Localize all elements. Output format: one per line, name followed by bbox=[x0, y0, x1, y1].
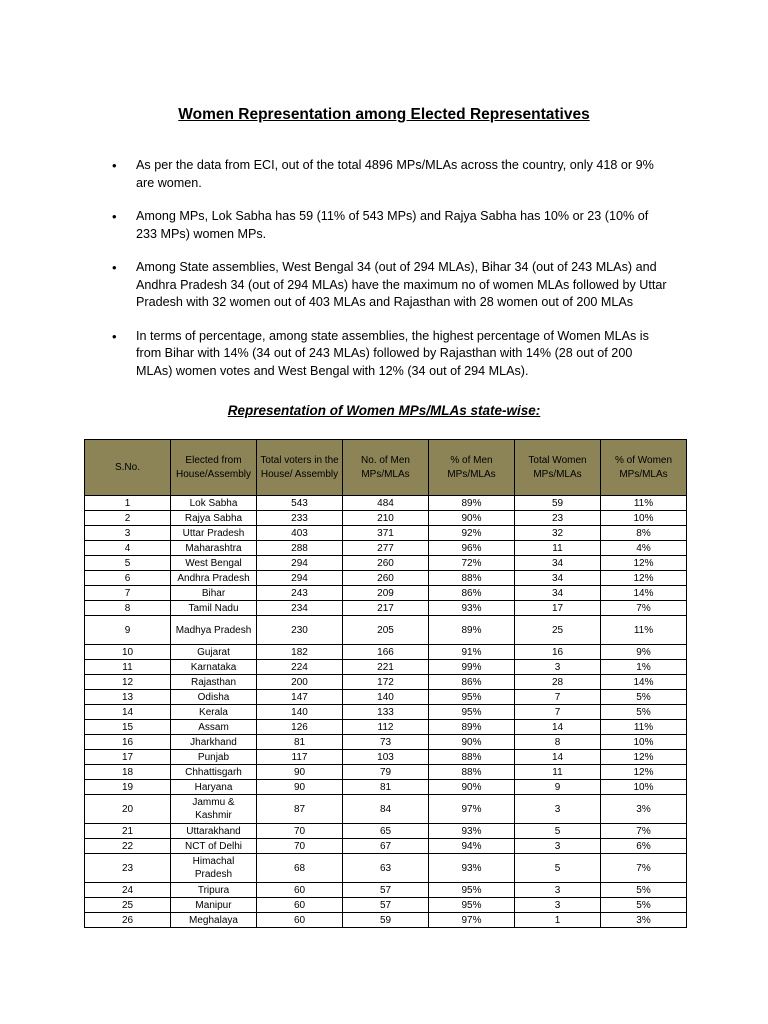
table-cell: 95% bbox=[429, 898, 515, 913]
table-header-row bbox=[85, 440, 687, 496]
bullet-item: • Among State assemblies, West Bengal 34 (out of 294 MLAs), Bihar 34 (out of 243 MLAs) and Andhra Pradesh 34 (out of 294 MLAs) have the maximum no of women MLAs followed by Uttar Pradesh with 32 women out of 403 MLAs and Rajasthan with 28 women out of 200 MLAs bbox=[112, 259, 672, 312]
table-cell: 90% bbox=[429, 511, 515, 526]
bullet-list bbox=[112, 157, 672, 396]
bullet-item: • In terms of percentage, among state assemblies, the highest percentage of Women MLAs is from Bihar with 14% (34 out of 243 MLAs) followed by Rajasthan with 14% (28 out of 200 MLAs) women votes and West Bengal with 12% (34 out of 294 MLAs). bbox=[112, 328, 672, 381]
table-cell: 88% bbox=[429, 765, 515, 780]
table-row bbox=[85, 854, 687, 883]
table-cell: 117 bbox=[257, 750, 343, 765]
table-cell: 294 bbox=[257, 556, 343, 571]
table-row bbox=[85, 883, 687, 898]
table-cell: 89% bbox=[429, 496, 515, 511]
table-cell: 28 bbox=[515, 675, 601, 690]
bullet-item: • Among MPs, Lok Sabha has 59 (11% of 543 MPs) and Rajya Sabha has 10% or 23 (10% of 233 MPs) women MPs. bbox=[112, 208, 672, 243]
table-row bbox=[85, 571, 687, 586]
table-row bbox=[85, 541, 687, 556]
table-cell: 88% bbox=[429, 750, 515, 765]
table-cell: 166 bbox=[343, 645, 429, 660]
table-cell: 11% bbox=[601, 720, 687, 735]
table-cell: 484 bbox=[343, 496, 429, 511]
table-cell: 91% bbox=[429, 645, 515, 660]
table-cell: 63 bbox=[343, 854, 429, 883]
table-cell: 288 bbox=[257, 541, 343, 556]
table-cell: 5% bbox=[601, 705, 687, 720]
table-cell: 84 bbox=[343, 795, 429, 824]
table-cell: 233 bbox=[257, 511, 343, 526]
representation-table bbox=[84, 439, 687, 928]
table-row bbox=[85, 675, 687, 690]
table-cell: 6% bbox=[601, 839, 687, 854]
table-cell: 17 bbox=[515, 601, 601, 616]
column-header: Elected from House/Assembly bbox=[171, 440, 257, 496]
table-cell: 14% bbox=[601, 586, 687, 601]
table-cell: 59 bbox=[515, 496, 601, 511]
table-cell: 7 bbox=[85, 586, 171, 601]
table-cell: 12 bbox=[85, 675, 171, 690]
table-cell: 209 bbox=[343, 586, 429, 601]
table-row bbox=[85, 496, 687, 511]
page-title: Women Representation among Elected Representatives bbox=[178, 106, 590, 123]
table-cell: 12% bbox=[601, 750, 687, 765]
table-cell: 89% bbox=[429, 616, 515, 645]
table-cell: 8% bbox=[601, 526, 687, 541]
table-cell-name: Meghalaya bbox=[171, 913, 257, 928]
table-cell: 12% bbox=[601, 556, 687, 571]
table-row bbox=[85, 720, 687, 735]
table-row bbox=[85, 705, 687, 720]
table-row bbox=[85, 839, 687, 854]
table-cell: 294 bbox=[257, 571, 343, 586]
table-cell: 9 bbox=[85, 616, 171, 645]
table-row bbox=[85, 780, 687, 795]
table-cell: 3% bbox=[601, 795, 687, 824]
table-cell: 97% bbox=[429, 795, 515, 824]
table-cell: 4 bbox=[85, 541, 171, 556]
table-cell: 205 bbox=[343, 616, 429, 645]
table-cell: 34 bbox=[515, 556, 601, 571]
table-cell: 70 bbox=[257, 824, 343, 839]
table-cell: 4% bbox=[601, 541, 687, 556]
table-cell: 6 bbox=[85, 571, 171, 586]
table-cell: 97% bbox=[429, 913, 515, 928]
table-cell: 11 bbox=[515, 541, 601, 556]
table-cell-name: Andhra Pradesh bbox=[171, 571, 257, 586]
table-cell: 140 bbox=[343, 690, 429, 705]
table-cell: 95% bbox=[429, 883, 515, 898]
table-cell-name: Jammu & Kashmir bbox=[171, 795, 257, 824]
table-cell-name: Kerala bbox=[171, 705, 257, 720]
table-cell: 7% bbox=[601, 824, 687, 839]
table-cell: 5 bbox=[515, 824, 601, 839]
table-cell: 7% bbox=[601, 854, 687, 883]
column-header: S.No. bbox=[85, 440, 171, 496]
table-cell: 234 bbox=[257, 601, 343, 616]
column-header: Total Women MPs/MLAs bbox=[515, 440, 601, 496]
table-cell: 93% bbox=[429, 601, 515, 616]
table-cell: 90 bbox=[257, 765, 343, 780]
table-cell: 25 bbox=[515, 616, 601, 645]
table-cell: 12% bbox=[601, 765, 687, 780]
table-row bbox=[85, 511, 687, 526]
table-cell-name: Odisha bbox=[171, 690, 257, 705]
table-cell: 23 bbox=[85, 854, 171, 883]
table-cell-name: Tripura bbox=[171, 883, 257, 898]
table-cell-name: Maharashtra bbox=[171, 541, 257, 556]
table-row bbox=[85, 690, 687, 705]
table-cell: 260 bbox=[343, 571, 429, 586]
table-cell-name: Assam bbox=[171, 720, 257, 735]
table-cell: 95% bbox=[429, 705, 515, 720]
table-cell: 94% bbox=[429, 839, 515, 854]
table-cell: 9 bbox=[515, 780, 601, 795]
table-cell: 59 bbox=[343, 913, 429, 928]
table-cell: 20 bbox=[85, 795, 171, 824]
table-cell-name: NCT of Delhi bbox=[171, 839, 257, 854]
column-header: Total voters in the House/ Assembly bbox=[257, 440, 343, 496]
table-cell: 5% bbox=[601, 690, 687, 705]
table-cell: 15 bbox=[85, 720, 171, 735]
table-body bbox=[85, 496, 687, 928]
table-cell: 34 bbox=[515, 586, 601, 601]
table-cell: 72% bbox=[429, 556, 515, 571]
table-cell: 26 bbox=[85, 913, 171, 928]
table-cell: 32 bbox=[515, 526, 601, 541]
table-cell: 14 bbox=[515, 720, 601, 735]
table-cell: 10% bbox=[601, 511, 687, 526]
table-row bbox=[85, 601, 687, 616]
table-cell: 60 bbox=[257, 883, 343, 898]
table-cell: 140 bbox=[257, 705, 343, 720]
table-row bbox=[85, 735, 687, 750]
table-cell: 210 bbox=[343, 511, 429, 526]
table-cell: 86% bbox=[429, 675, 515, 690]
table-cell: 221 bbox=[343, 660, 429, 675]
table-cell: 10 bbox=[85, 645, 171, 660]
table-cell: 217 bbox=[343, 601, 429, 616]
table-cell: 11 bbox=[515, 765, 601, 780]
table-cell: 5% bbox=[601, 883, 687, 898]
table-cell: 93% bbox=[429, 824, 515, 839]
table-cell-name: Jharkhand bbox=[171, 735, 257, 750]
table-cell: 10% bbox=[601, 780, 687, 795]
table-cell: 543 bbox=[257, 496, 343, 511]
table-cell: 14 bbox=[85, 705, 171, 720]
table-cell: 57 bbox=[343, 883, 429, 898]
table-cell: 89% bbox=[429, 720, 515, 735]
table-cell: 11% bbox=[601, 496, 687, 511]
table-row bbox=[85, 660, 687, 675]
table-cell: 65 bbox=[343, 824, 429, 839]
table-cell-name: Gujarat bbox=[171, 645, 257, 660]
table-cell: 96% bbox=[429, 541, 515, 556]
table-cell: 17 bbox=[85, 750, 171, 765]
table-cell: 277 bbox=[343, 541, 429, 556]
table-cell: 7 bbox=[515, 705, 601, 720]
table-cell: 8 bbox=[85, 601, 171, 616]
table-cell: 99% bbox=[429, 660, 515, 675]
table-cell: 1 bbox=[515, 913, 601, 928]
table-cell: 371 bbox=[343, 526, 429, 541]
table-cell: 103 bbox=[343, 750, 429, 765]
table-cell: 81 bbox=[257, 735, 343, 750]
table-cell-name: Karnataka bbox=[171, 660, 257, 675]
table-cell: 8 bbox=[515, 735, 601, 750]
table-row bbox=[85, 750, 687, 765]
table-cell-name: Uttar Pradesh bbox=[171, 526, 257, 541]
table-cell: 16 bbox=[515, 645, 601, 660]
table-cell: 230 bbox=[257, 616, 343, 645]
table-row bbox=[85, 586, 687, 601]
table-cell: 25 bbox=[85, 898, 171, 913]
table-cell: 3 bbox=[515, 660, 601, 675]
table-row bbox=[85, 556, 687, 571]
table-cell: 57 bbox=[343, 898, 429, 913]
table-cell: 1% bbox=[601, 660, 687, 675]
table-cell: 13 bbox=[85, 690, 171, 705]
table-cell: 67 bbox=[343, 839, 429, 854]
column-header: No. of Men MPs/MLAs bbox=[343, 440, 429, 496]
table-title: Representation of Women MPs/MLAs state-wise: bbox=[227, 403, 541, 418]
column-header: % of Women MPs/MLAs bbox=[601, 440, 687, 496]
bullet-item: • As per the data from ECI, out of the total 4896 MPs/MLAs across the country, only 418 or 9% are women. bbox=[112, 157, 672, 192]
table-cell: 133 bbox=[343, 705, 429, 720]
table-cell-name: Manipur bbox=[171, 898, 257, 913]
table-cell: 10% bbox=[601, 735, 687, 750]
table-cell: 9% bbox=[601, 645, 687, 660]
table-cell: 16 bbox=[85, 735, 171, 750]
table-cell-name: Himachal Pradesh bbox=[171, 854, 257, 883]
table-cell: 92% bbox=[429, 526, 515, 541]
table-cell: 87 bbox=[257, 795, 343, 824]
table-cell: 5 bbox=[515, 854, 601, 883]
table-cell-name: Uttarakhand bbox=[171, 824, 257, 839]
table-cell: 5 bbox=[85, 556, 171, 571]
table-cell-name: Punjab bbox=[171, 750, 257, 765]
table-cell: 5% bbox=[601, 898, 687, 913]
table-cell: 14 bbox=[515, 750, 601, 765]
table-cell-name: Madhya Pradesh bbox=[171, 616, 257, 645]
table-cell-name: West Bengal bbox=[171, 556, 257, 571]
table-row bbox=[85, 526, 687, 541]
table-cell-name: Chhattisgarh bbox=[171, 765, 257, 780]
table-cell: 79 bbox=[343, 765, 429, 780]
table-cell: 3 bbox=[515, 839, 601, 854]
table-cell: 126 bbox=[257, 720, 343, 735]
table-cell: 93% bbox=[429, 854, 515, 883]
table-cell: 3 bbox=[515, 883, 601, 898]
table-cell: 21 bbox=[85, 824, 171, 839]
column-header: % of Men MPs/MLAs bbox=[429, 440, 515, 496]
table-cell: 90% bbox=[429, 780, 515, 795]
table-cell: 172 bbox=[343, 675, 429, 690]
table-cell: 3 bbox=[85, 526, 171, 541]
table-row bbox=[85, 795, 687, 824]
table-cell: 403 bbox=[257, 526, 343, 541]
table-cell: 22 bbox=[85, 839, 171, 854]
table-cell-name: Rajya Sabha bbox=[171, 511, 257, 526]
table-cell: 147 bbox=[257, 690, 343, 705]
table-cell-name: Haryana bbox=[171, 780, 257, 795]
table-cell-name: Lok Sabha bbox=[171, 496, 257, 511]
table-cell: 112 bbox=[343, 720, 429, 735]
table-cell: 34 bbox=[515, 571, 601, 586]
table-cell: 12% bbox=[601, 571, 687, 586]
table-cell: 3 bbox=[515, 795, 601, 824]
table-cell-name: Tamil Nadu bbox=[171, 601, 257, 616]
table-cell: 182 bbox=[257, 645, 343, 660]
table-cell: 70 bbox=[257, 839, 343, 854]
table-cell: 3% bbox=[601, 913, 687, 928]
table-cell: 18 bbox=[85, 765, 171, 780]
table-cell: 90% bbox=[429, 735, 515, 750]
table-cell: 11 bbox=[85, 660, 171, 675]
table-cell-name: Bihar bbox=[171, 586, 257, 601]
table-cell: 200 bbox=[257, 675, 343, 690]
table-cell: 7% bbox=[601, 601, 687, 616]
table-cell: 90 bbox=[257, 780, 343, 795]
table-cell: 11% bbox=[601, 616, 687, 645]
table-cell: 243 bbox=[257, 586, 343, 601]
table-cell: 2 bbox=[85, 511, 171, 526]
table-row bbox=[85, 898, 687, 913]
table-cell: 14% bbox=[601, 675, 687, 690]
table-cell: 19 bbox=[85, 780, 171, 795]
table-cell: 1 bbox=[85, 496, 171, 511]
table-row bbox=[85, 824, 687, 839]
table-cell: 81 bbox=[343, 780, 429, 795]
table-cell: 7 bbox=[515, 690, 601, 705]
table-cell: 260 bbox=[343, 556, 429, 571]
table-cell: 88% bbox=[429, 571, 515, 586]
table-cell: 224 bbox=[257, 660, 343, 675]
table-cell: 3 bbox=[515, 898, 601, 913]
table-cell: 73 bbox=[343, 735, 429, 750]
table-cell: 23 bbox=[515, 511, 601, 526]
table-cell: 86% bbox=[429, 586, 515, 601]
table-row bbox=[85, 765, 687, 780]
table-cell: 68 bbox=[257, 854, 343, 883]
table-row bbox=[85, 913, 687, 928]
table-cell: 95% bbox=[429, 690, 515, 705]
table-cell: 60 bbox=[257, 898, 343, 913]
table-row bbox=[85, 616, 687, 645]
table-cell: 60 bbox=[257, 913, 343, 928]
table-cell-name: Rajasthan bbox=[171, 675, 257, 690]
table-row bbox=[85, 645, 687, 660]
table-cell: 24 bbox=[85, 883, 171, 898]
